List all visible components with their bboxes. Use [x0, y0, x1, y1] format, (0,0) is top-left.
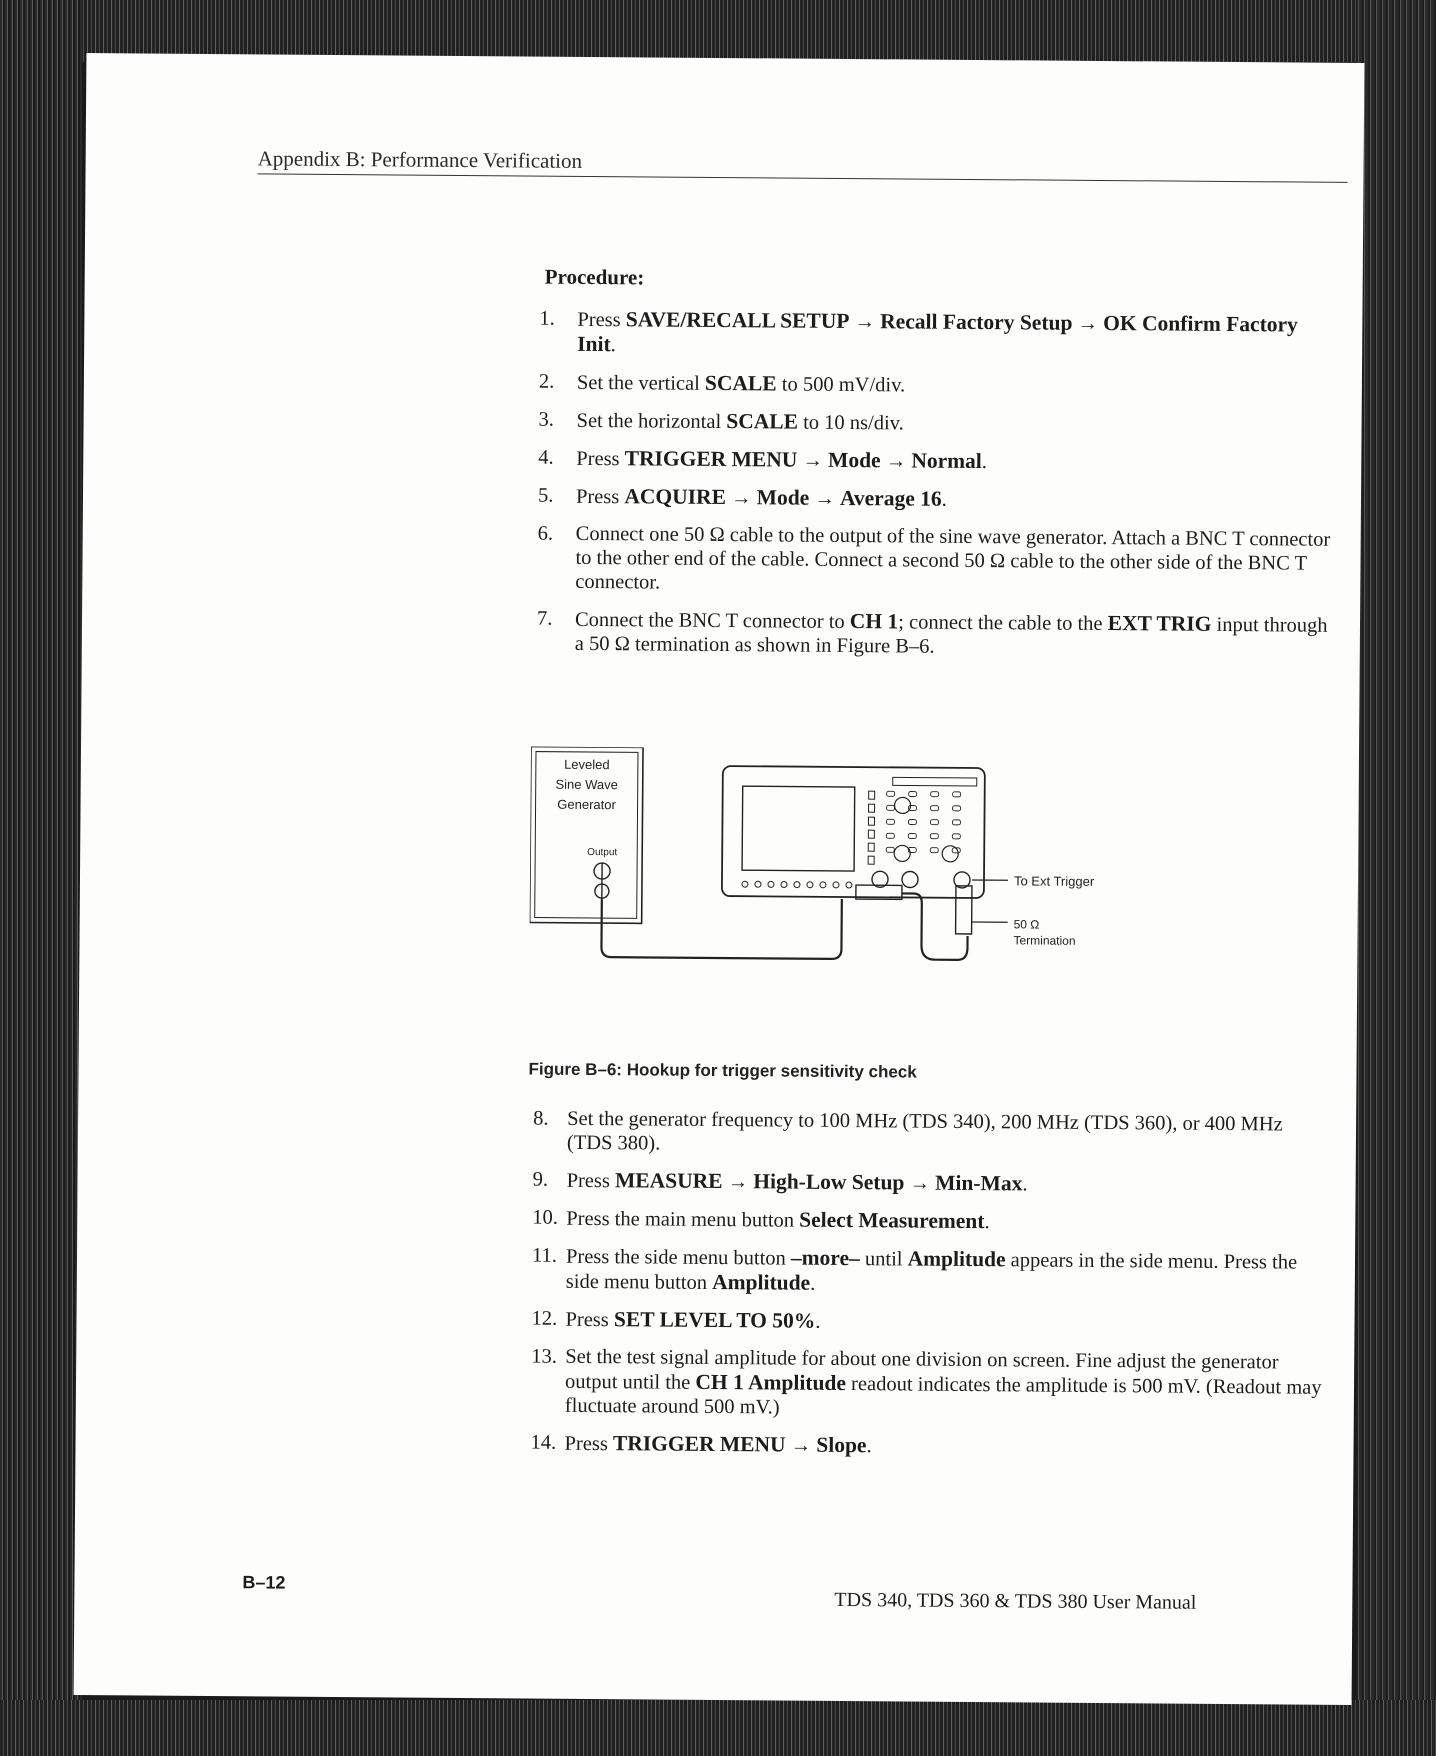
- termination-label-2: Termination: [1013, 933, 1076, 948]
- step-text: Press SAVE/RECALL SETUP → Recall Factory Setup → OK Confirm Factory Init.: [577, 307, 1298, 357]
- panel-button: [953, 792, 961, 797]
- step-number: 14.: [530, 1431, 557, 1454]
- scan-edge-bottom: [0, 1700, 1436, 1756]
- panel-button: [886, 847, 894, 852]
- knob-icon: [894, 845, 910, 861]
- step-text: Press the main menu button Select Measurement.: [566, 1207, 990, 1234]
- procedure-step: [533, 1168, 1333, 1199]
- hookup-diagram: [529, 747, 1151, 982]
- step-number: 9.: [532, 1168, 549, 1191]
- panel-button: [886, 833, 894, 838]
- bottom-menu-button: [833, 882, 839, 888]
- step-text: Press MEASURE → High-Low Setup → Min-Max.: [566, 1168, 1028, 1196]
- step-number: 13.: [531, 1345, 557, 1368]
- oscilloscope-screen: [742, 786, 855, 871]
- bottom-menu-button: [742, 881, 748, 887]
- page-number: B–12: [242, 1572, 286, 1593]
- step-text: Set the generator frequency to 100 MHz (TDS 340), 200 MHz (TDS 360), or 400 MHz (TDS 380).: [566, 1107, 1283, 1155]
- bottom-menu-button: [768, 881, 774, 887]
- procedure-step: [531, 1307, 1331, 1338]
- step-number: 10.: [532, 1206, 559, 1229]
- scan-edge-left: [0, 0, 82, 1756]
- knob-icon: [895, 797, 911, 813]
- generator-label-1: Leveled: [564, 756, 610, 773]
- procedure-step: [539, 370, 1339, 401]
- panel-button: [952, 820, 960, 825]
- step-number: 1.: [539, 307, 555, 330]
- procedure-step: [532, 1244, 1332, 1300]
- step-text: Set the vertical SCALE to 500 mV/div.: [576, 370, 906, 397]
- step-text: Set the horizontal SCALE to 10 ns/div.: [576, 409, 904, 435]
- panel-button: [930, 848, 938, 853]
- procedure-steps-part1: [537, 307, 1340, 675]
- generator-label-3: Generator: [557, 796, 616, 813]
- panel-button: [953, 806, 961, 811]
- output-label: Output: [587, 846, 618, 859]
- front-panel-strip: [893, 777, 977, 786]
- procedure-step: [538, 446, 1338, 477]
- step-text: Connect one 50 Ω cable to the output of the sine wave generator. Attach a BNC T connector to the other end of the cable. Connect a second 50 Ω cable to the other side of the BNC T connector.: [575, 522, 1331, 594]
- panel-button: [909, 791, 917, 796]
- bottom-menu-button: [846, 882, 852, 888]
- step-text: Press the side menu button –more– until Amplitude appears in the side menu. Press the side menu button Amplitude.: [565, 1245, 1298, 1295]
- panel-button: [887, 791, 895, 796]
- bottom-menu-button: [807, 882, 813, 888]
- ext-trigger-label: To Ext Trigger: [1013, 873, 1095, 889]
- bottom-menu-button: [794, 882, 800, 888]
- step-text: Set the test signal amplitude for about one division on screen. Fine adjust the generator output until the CH 1 Amplitude readout indicates the amplitude is 500 mV. (Readout may fluctuate around 500 mV.): [564, 1345, 1322, 1419]
- step-text: Connect the BNC T connector to CH 1; connect the cable to the EXT TRIG input through a 50 Ω termination as shown in Figure B–6.: [574, 608, 1328, 658]
- cable-t-to-termination: [901, 893, 968, 960]
- bottom-menu-button: [781, 881, 787, 887]
- side-menu-button: [868, 817, 874, 825]
- step-text: Press TRIGGER MENU → Slope.: [564, 1431, 872, 1458]
- panel-button: [931, 806, 939, 811]
- bottom-menu-button: [820, 882, 826, 888]
- termination-icon: [956, 886, 972, 934]
- scan-edge-top: [0, 0, 1436, 62]
- cable-generator-to-scope: [601, 897, 841, 959]
- step-text: Press ACQUIRE → Mode → Average 16.: [575, 484, 947, 511]
- side-menu-button: [868, 830, 874, 838]
- panel-button: [952, 834, 960, 839]
- ch2-input-icon: [902, 871, 918, 887]
- panel-button: [930, 834, 938, 839]
- step-number: 12.: [531, 1307, 558, 1330]
- side-menu-button: [868, 856, 874, 864]
- step-number: 8.: [533, 1107, 549, 1130]
- scan-edge-right: [1356, 0, 1436, 1756]
- procedure-steps-part2: [530, 1107, 1333, 1475]
- side-menu-button: [869, 804, 875, 812]
- procedure-step: [538, 484, 1338, 515]
- panel-button: [887, 805, 895, 810]
- panel-button: [931, 792, 939, 797]
- step-text: Press TRIGGER MENU → Mode → Normal.: [576, 446, 988, 474]
- side-menu-button: [869, 791, 875, 799]
- panel-button: [886, 819, 894, 824]
- procedure-title: Procedure:: [544, 264, 645, 290]
- manual-title: TDS 340, TDS 360 & TDS 380 User Manual: [834, 1588, 1197, 1614]
- running-header: Appendix B: Performance Verification: [258, 146, 1348, 183]
- hookup-figure: [529, 747, 1151, 982]
- step-number: 7.: [536, 607, 553, 630]
- figure-caption: Figure B–6: Hookup for trigger sensitivity check: [528, 1059, 917, 1082]
- procedure-step: [530, 1431, 1330, 1462]
- step-number: 5.: [537, 484, 554, 507]
- procedure-step: [537, 607, 1337, 662]
- procedure-step: [539, 408, 1339, 439]
- side-menu-button: [868, 843, 874, 851]
- procedure-step: [533, 1107, 1333, 1161]
- procedure-step: [531, 1345, 1332, 1424]
- procedure-step: [537, 522, 1338, 600]
- termination-label-1: 50 Ω: [1013, 917, 1040, 932]
- panel-button: [908, 819, 916, 824]
- step-text: Press SET LEVEL TO 50%.: [565, 1307, 821, 1333]
- step-number: 2.: [538, 370, 555, 393]
- generator-box: [530, 747, 643, 924]
- document-page: [74, 53, 1365, 1705]
- oscilloscope-controls: [742, 776, 977, 889]
- procedure-step: [532, 1206, 1332, 1237]
- step-number: 3.: [538, 408, 555, 431]
- bottom-menu-button: [755, 881, 761, 887]
- step-number: 4.: [538, 446, 554, 469]
- step-number: 11.: [531, 1244, 557, 1267]
- generator-label-2: Sine Wave: [555, 776, 618, 793]
- step-number: 6.: [537, 522, 554, 545]
- panel-button: [930, 820, 938, 825]
- procedure-step: [539, 307, 1339, 363]
- panel-button: [908, 833, 916, 838]
